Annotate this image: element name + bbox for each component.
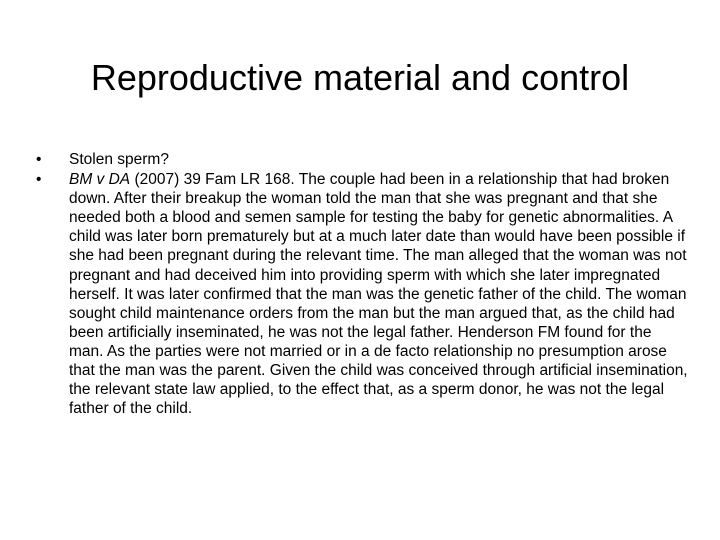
case-summary-text: (2007) 39 Fam LR 168. The couple had been in a relationship that had broken down. After their breakup the woman told the man that she was pregnant and that she needed both a blood and semen sample for testing the baby for genetic abnormalities. A child was later born prematurely but at a much later date than would have been possible if she had been pregnant during the relevant time. The man alleged that the woman was not pregnant and had deceived him into providing sperm with which she later impregnated herself. It was later confirmed that the man was the genetic father of the child. The woman sought child maintenance orders from the man but the man argued that, as the child had been artificially inseminated, he was not the legal father. Henderson FM found for the man. As the parties were not married or in a de facto relationship no presumption arose that the man was the parent. Given the child was conceived through artificial insemination, the relevant state law applied, to the effect that, as a sperm donor, he was not the legal father of the child. — [69, 171, 688, 418]
bullet-mark: • — [36, 151, 42, 168]
bullet-item-case-summary — [36, 170, 688, 418]
bullet-mark: • — [36, 171, 42, 189]
bullet-item-stolen-sperm — [36, 150, 688, 169]
bullet-list — [36, 150, 688, 419]
case-name: BM v DA — [69, 171, 131, 189]
bullet-text: Stolen sperm? — [69, 151, 169, 168]
slide-title: Reproductive material and control — [90, 57, 630, 98]
